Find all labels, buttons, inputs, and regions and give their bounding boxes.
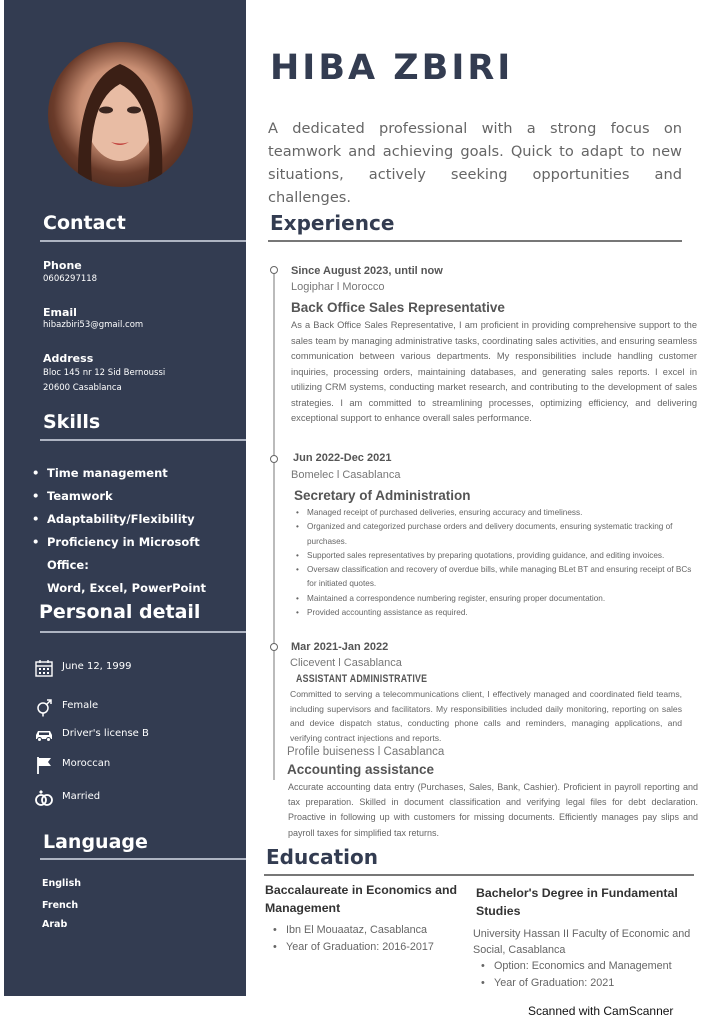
- sidebar: [4, 0, 246, 996]
- job-bullet: • Supported sales representatives by preparing quotations, providing guidance, and editing invoices.: [293, 549, 697, 563]
- birthdate-text: June 12, 1999: [62, 661, 132, 672]
- degree-title: Baccalaureate in Economics and Management: [265, 883, 458, 915]
- job-date: Mar 2021-Jan 2022: [291, 641, 389, 653]
- skill-item: • Adaptability/Flexibility: [28, 508, 243, 531]
- personal-detail-heading: Personal detail: [39, 601, 201, 623]
- degree-detail: • Ibn El Mouaataz, Casablanca: [266, 922, 466, 939]
- marital-text: Married: [62, 791, 101, 802]
- job-date: Jun 2022-Dec 2021: [293, 452, 392, 464]
- contact-heading: Contact: [43, 212, 126, 234]
- profile-summary: A dedicated professional with a strong focus on teamwork and achieving goals. Quick to adapt to new situations, actively seeking opportunities and challenges.: [268, 120, 682, 206]
- profile-photo: [48, 42, 193, 187]
- job-bullet: • Managed receipt of purchased deliveries, ensuring accuracy and timeliness.: [293, 506, 697, 520]
- degree-detail: • Option: Economics and Management: [474, 958, 694, 975]
- skill-item: • Proficiency in Microsoft Office:: [28, 531, 243, 577]
- person-name: HIBA ZBIRI: [270, 48, 514, 88]
- degree-details: [266, 922, 466, 956]
- job-bullet: • Organized and categorized purchase orders and delivery documents, ensuring systematic tracking of purchases.: [293, 520, 697, 549]
- skill-item: • Teamwork: [28, 485, 243, 508]
- skills-list: [28, 462, 243, 600]
- job-title: Back Office Sales Representative: [291, 300, 505, 315]
- degree-details: [474, 958, 694, 992]
- contact-divider: [40, 240, 246, 242]
- email-label: Email: [43, 306, 77, 319]
- rings-icon: [34, 788, 54, 808]
- flag-icon: [34, 755, 54, 775]
- phone-value: 0606297118: [43, 274, 98, 284]
- job-company: Clicevent l Casablanca: [290, 657, 402, 669]
- job-bullet: • Maintained a correspondence numbering register, ensuring proper documentation.: [293, 592, 697, 606]
- experience-divider: [268, 240, 682, 242]
- job-title: Secretary of Administration: [294, 488, 471, 503]
- job-description: As a Back Office Sales Representative, I am proficient in providing comprehensive support to the sales team by managing administrative tasks, coordinating sales activities, and ensuring seamless communication between various departments. My responsibilities include handling customer inquiries, processing orders, maintaining databases, and generating sales reports. I excel in utilizing CRM systems, conducting market research, and contributing to the development of sales strategies. I am committed to streamlining processes, optimizing efficiency, and delivering exceptional support to enhance overall sales performance.: [291, 320, 697, 423]
- degree-detail: • Year of Graduation: 2016-2017: [266, 939, 466, 956]
- job-company: Bomelec l Casablanca: [291, 469, 401, 481]
- education-divider: [264, 874, 694, 876]
- address-label: Address: [43, 352, 94, 365]
- address-line-1: Bloc 145 nr 12 Sid Bernoussi: [43, 368, 166, 378]
- timeline-dot: [270, 455, 278, 463]
- car-icon: [34, 725, 54, 745]
- job-title: ASSISTANT ADMINISTRATIVE: [296, 673, 428, 685]
- license-text: Driver's license B: [62, 728, 149, 739]
- calendar-icon: [34, 658, 54, 678]
- degree-institution: University Hassan II Faculty of Economic and Social, Casablanca: [473, 928, 691, 956]
- language-item: Arab: [42, 919, 68, 930]
- skills-heading: Skills: [43, 411, 101, 433]
- skill-item-continued: Word, Excel, PowerPoint: [47, 581, 207, 595]
- phone-label: Phone: [43, 259, 82, 272]
- degree-detail: • Year of Graduation: 2021: [474, 975, 694, 992]
- gender-text: Female: [62, 700, 99, 711]
- timeline-dot: [270, 266, 278, 274]
- job-company: Logiphar l Morocco: [291, 281, 385, 293]
- language-item: English: [42, 878, 81, 889]
- nationality-text: Moroccan: [62, 758, 111, 769]
- education-heading: Education: [266, 845, 378, 869]
- timeline-dot: [270, 643, 278, 651]
- job-bullet: • Provided accounting assistance as required.: [293, 606, 697, 620]
- language-item: French: [42, 900, 79, 911]
- job-bullet-list: [293, 506, 697, 620]
- gender-icon: [34, 697, 54, 717]
- job-date: Since August 2023, until now: [291, 265, 443, 277]
- degree-title: Bachelor's Degree in Fundamental Studies: [476, 886, 678, 918]
- address-line-2: 20600 Casablanca: [43, 383, 122, 393]
- language-heading: Language: [43, 831, 148, 853]
- skill-item: • Time management: [28, 462, 243, 485]
- personal-divider: [40, 631, 246, 633]
- experience-timeline: [273, 270, 275, 780]
- skills-divider: [40, 439, 246, 441]
- job-company: Profile buiseness l Casablanca: [287, 746, 445, 758]
- email-value: hibazbiri53@gmail.com: [43, 320, 144, 330]
- job-bullet: • Oversaw classification and recovery of overdue bills, while managing BLet BT and ensuring receipt of BCs for initiated quotes.: [293, 563, 697, 592]
- language-divider: [40, 858, 246, 860]
- scanner-watermark: Scanned with CamScanner: [528, 1004, 674, 1018]
- experience-heading: Experience: [270, 211, 395, 235]
- job-title: Accounting assistance: [287, 762, 435, 777]
- job-description: Committed to serving a telecommunications client, I effectively managed and coordinated field teams, including supervisors and facilitators. My responsibilities included daily monitoring, reporting on sales and device dispatch status, conducting phone calls and reminders, managing applications, and verifying contract injections and reports.: [290, 689, 682, 743]
- job-description: Accurate accounting data entry (Purchases, Sales, Bank, Cashier). Proficient in payroll reporting and tax preparation. Skilled in document classification and verifying legal files for debt declaration. Proactive in following up with customers for missing documents. Efficiently manages pay slips and payroll taxes for simplified tax returns.: [288, 782, 698, 838]
